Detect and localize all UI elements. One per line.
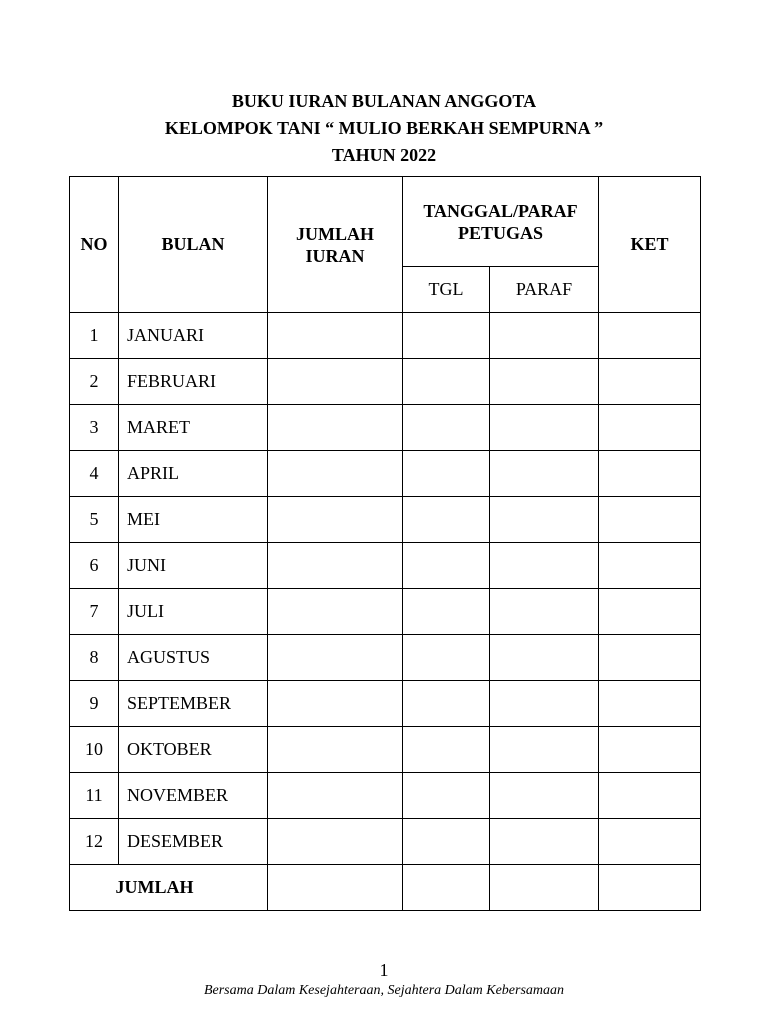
paraf-cell[interactable] — [490, 773, 599, 819]
ket-cell[interactable] — [599, 681, 701, 727]
ket-cell[interactable] — [599, 359, 701, 405]
header-row — [70, 177, 701, 267]
tgl-cell[interactable] — [403, 681, 490, 727]
paraf-cell[interactable] — [490, 589, 599, 635]
tgl-cell[interactable] — [403, 543, 490, 589]
ket-cell[interactable] — [599, 543, 701, 589]
paraf-cell[interactable] — [490, 451, 599, 497]
jumlah-iuran-cell[interactable] — [268, 681, 403, 727]
tgl-cell[interactable] — [403, 359, 490, 405]
row-month: NOVEMBER — [119, 773, 268, 819]
row-month: OKTOBER — [119, 727, 268, 773]
row-number: 10 — [70, 727, 119, 773]
jumlah-iuran-cell[interactable] — [268, 773, 403, 819]
table-row — [70, 681, 701, 727]
table-row — [70, 497, 701, 543]
row-month: AGUSTUS — [119, 635, 268, 681]
page-number: 1 — [379, 960, 389, 980]
tgl-cell[interactable] — [403, 405, 490, 451]
document-title — [0, 88, 768, 169]
header-jumlah-iuran-line-2: IURAN — [305, 245, 365, 266]
row-month: JANUARI — [119, 313, 268, 359]
row-month: SEPTEMBER — [119, 681, 268, 727]
total-label: JUMLAH — [70, 865, 268, 911]
header-ket: KET — [599, 177, 701, 313]
total-tgl-cell[interactable] — [403, 865, 490, 911]
row-number: 9 — [70, 681, 119, 727]
jumlah-iuran-cell[interactable] — [268, 819, 403, 865]
table-row — [70, 819, 701, 865]
row-number: 1 — [70, 313, 119, 359]
title-line-3: TAHUN 2022 — [331, 145, 437, 165]
row-number: 11 — [70, 773, 119, 819]
row-number: 5 — [70, 497, 119, 543]
row-number: 6 — [70, 543, 119, 589]
row-number: 8 — [70, 635, 119, 681]
paraf-cell[interactable] — [490, 497, 599, 543]
ket-cell[interactable] — [599, 727, 701, 773]
paraf-cell[interactable] — [490, 819, 599, 865]
total-ket-cell[interactable] — [599, 865, 701, 911]
ket-cell[interactable] — [599, 635, 701, 681]
table-row — [70, 635, 701, 681]
jumlah-iuran-cell[interactable] — [268, 405, 403, 451]
header-tanggal-paraf — [403, 177, 599, 267]
row-number: 2 — [70, 359, 119, 405]
ket-cell[interactable] — [599, 773, 701, 819]
paraf-cell[interactable] — [490, 405, 599, 451]
table-row — [70, 543, 701, 589]
table-row — [70, 313, 701, 359]
paraf-cell[interactable] — [490, 543, 599, 589]
tgl-cell[interactable] — [403, 451, 490, 497]
header-paraf: PARAF — [490, 267, 599, 313]
ket-cell[interactable] — [599, 589, 701, 635]
jumlah-iuran-cell[interactable] — [268, 313, 403, 359]
title-line-1: BUKU IURAN BULANAN ANGGOTA — [231, 91, 537, 111]
paraf-cell[interactable] — [490, 359, 599, 405]
ket-cell[interactable] — [599, 819, 701, 865]
row-number: 4 — [70, 451, 119, 497]
table-row — [70, 359, 701, 405]
jumlah-iuran-cell[interactable] — [268, 543, 403, 589]
row-month: DESEMBER — [119, 819, 268, 865]
table-row — [70, 451, 701, 497]
header-jumlah-iuran — [268, 177, 403, 313]
row-month: FEBRUARI — [119, 359, 268, 405]
tgl-cell[interactable] — [403, 819, 490, 865]
table-row — [70, 727, 701, 773]
paraf-cell[interactable] — [490, 681, 599, 727]
dues-table — [69, 176, 701, 911]
row-number: 3 — [70, 405, 119, 451]
jumlah-iuran-cell[interactable] — [268, 635, 403, 681]
total-jumlah-iuran-cell[interactable] — [268, 865, 403, 911]
tgl-cell[interactable] — [403, 497, 490, 543]
paraf-cell[interactable] — [490, 635, 599, 681]
tgl-cell[interactable] — [403, 635, 490, 681]
ket-cell[interactable] — [599, 451, 701, 497]
jumlah-iuran-cell[interactable] — [268, 589, 403, 635]
total-row — [70, 865, 701, 911]
row-month: JUNI — [119, 543, 268, 589]
title-line-2: KELOMPOK TANI “ MULIO BERKAH SEMPURNA ” — [164, 118, 604, 138]
header-bulan: BULAN — [119, 177, 268, 313]
header-jumlah-iuran-line-1: JUMLAH — [296, 223, 374, 244]
row-number: 7 — [70, 589, 119, 635]
jumlah-iuran-cell[interactable] — [268, 497, 403, 543]
table-row — [70, 773, 701, 819]
header-no: NO — [70, 177, 119, 313]
ket-cell[interactable] — [599, 313, 701, 359]
header-tanggal-paraf-line-1: TANGGAL/PARAF — [423, 200, 578, 221]
footer-motto: Bersama Dalam Kesejahteraan, Sejahtera Dalam Kebersamaan — [203, 983, 565, 998]
ket-cell[interactable] — [599, 497, 701, 543]
ket-cell[interactable] — [599, 405, 701, 451]
tgl-cell[interactable] — [403, 727, 490, 773]
row-number: 12 — [70, 819, 119, 865]
row-month: MEI — [119, 497, 268, 543]
tgl-cell[interactable] — [403, 589, 490, 635]
row-month: JULI — [119, 589, 268, 635]
total-paraf-cell[interactable] — [490, 865, 599, 911]
table-row — [70, 589, 701, 635]
paraf-cell[interactable] — [490, 313, 599, 359]
tgl-cell[interactable] — [403, 313, 490, 359]
header-tgl: TGL — [403, 267, 490, 313]
jumlah-iuran-cell[interactable] — [268, 451, 403, 497]
table-row — [70, 405, 701, 451]
row-month: MARET — [119, 405, 268, 451]
header-tanggal-paraf-line-2: PETUGAS — [457, 222, 544, 243]
tgl-cell[interactable] — [403, 773, 490, 819]
jumlah-iuran-cell[interactable] — [268, 727, 403, 773]
row-month: APRIL — [119, 451, 268, 497]
jumlah-iuran-cell[interactable] — [268, 359, 403, 405]
paraf-cell[interactable] — [490, 727, 599, 773]
